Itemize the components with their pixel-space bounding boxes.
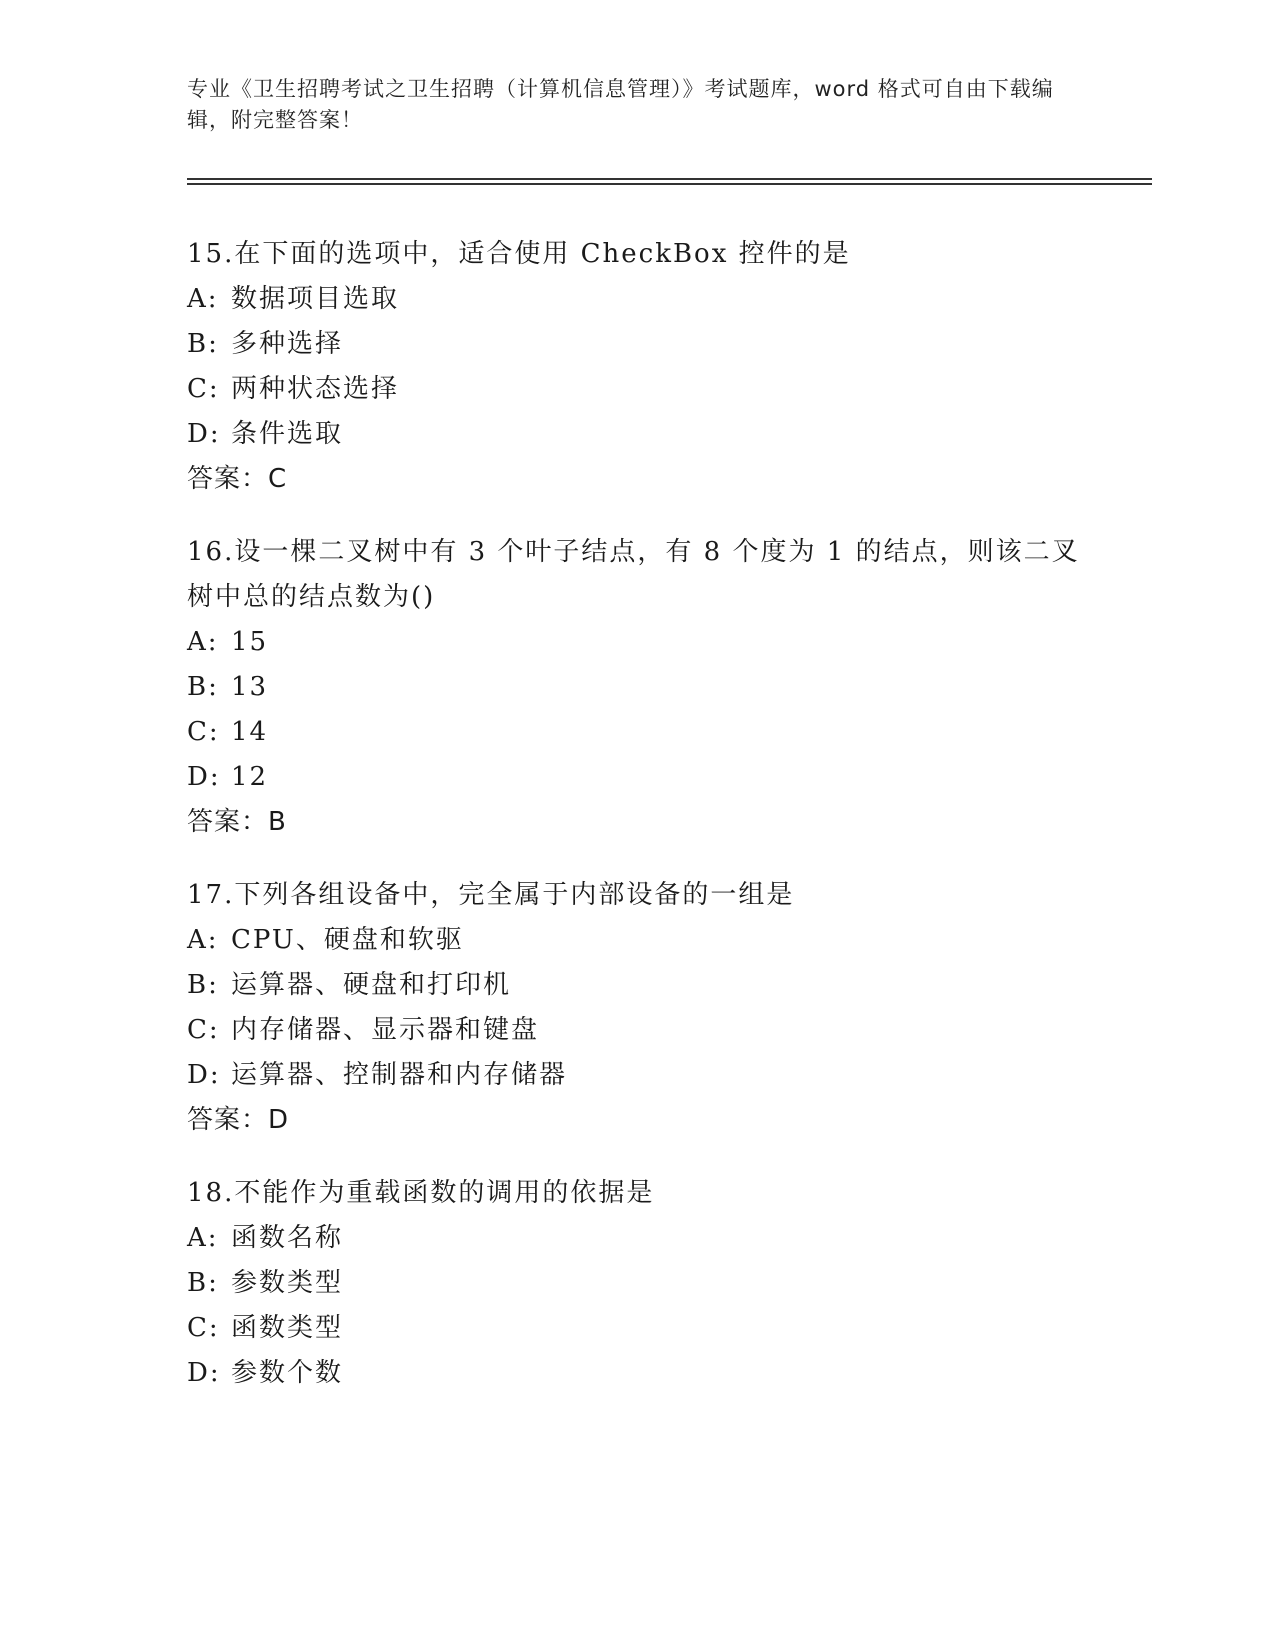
question-list	[187, 232, 1087, 1424]
option-letter: A:	[187, 627, 219, 657]
option-text: 多种选择	[231, 329, 344, 359]
option-text: 函数类型	[231, 1313, 344, 1343]
question-stem: 18.不能作为重载函数的调用的依据是	[187, 1178, 655, 1208]
option-text: 条件选取	[231, 419, 344, 449]
answer-line: 答案：B	[187, 807, 287, 837]
question-stem: 17.下列各组设备中，完全属于内部设备的一组是	[187, 880, 795, 910]
option-letter: B:	[187, 970, 219, 1000]
option-text: 14	[231, 717, 269, 747]
option-letter: C:	[187, 1313, 220, 1343]
header-rule-bottom	[187, 183, 1152, 185]
option-d	[187, 1053, 1087, 1098]
option-d	[187, 1351, 1087, 1396]
header-rule-top	[187, 178, 1152, 180]
option-a	[187, 918, 1087, 963]
option-text: 参数类型	[231, 1268, 344, 1298]
option-b	[187, 1261, 1087, 1306]
option-text: 运算器、硬盘和打印机	[231, 970, 512, 1000]
option-a	[187, 1216, 1087, 1261]
option-letter: A:	[187, 284, 219, 314]
answer-line: 答案：C	[187, 464, 288, 494]
option-a	[187, 620, 1087, 665]
option-letter: B:	[187, 1268, 219, 1298]
question-17	[187, 873, 1087, 1143]
option-text: 参数个数	[231, 1358, 344, 1388]
option-text: 13	[231, 672, 269, 702]
option-b	[187, 322, 1087, 367]
option-c	[187, 710, 1087, 755]
option-letter: A:	[187, 1223, 219, 1253]
option-text: 运算器、控制器和内存储器	[231, 1060, 568, 1090]
question-16	[187, 530, 1087, 845]
option-c	[187, 1008, 1087, 1053]
option-text: CPU、硬盘和软驱	[231, 925, 464, 955]
option-text: 内存储器、显示器和键盘	[231, 1015, 540, 1045]
answer-line: 答案：D	[187, 1105, 290, 1135]
option-letter: A:	[187, 925, 219, 955]
question-15	[187, 232, 1087, 502]
option-b	[187, 963, 1087, 1008]
option-letter: D:	[187, 1358, 221, 1388]
option-c	[187, 1306, 1087, 1351]
option-d	[187, 755, 1087, 800]
option-text: 15	[231, 627, 269, 657]
option-letter: D:	[187, 419, 221, 449]
question-18	[187, 1171, 1087, 1396]
document-header: 专业《卫生招聘考试之卫生招聘（计算机信息管理）》考试题库，word 格式可自由下载编辑，附完整答案！	[187, 77, 1054, 132]
option-d	[187, 412, 1087, 457]
option-letter: D:	[187, 762, 221, 792]
option-letter: C:	[187, 717, 220, 747]
option-letter: D:	[187, 1060, 221, 1090]
option-c	[187, 367, 1087, 412]
question-stem: 16.设一棵二叉树中有 3 个叶子结点，有 8 个度为 1 的结点，则该二叉树中总的结点数为()	[187, 537, 1080, 612]
question-stem: 15.在下面的选项中，适合使用 CheckBox 控件的是	[187, 239, 851, 269]
option-text: 12	[231, 762, 269, 792]
option-text: 数据项目选取	[231, 284, 400, 314]
option-a	[187, 277, 1087, 322]
option-letter: C:	[187, 1015, 220, 1045]
option-letter: B:	[187, 672, 219, 702]
option-letter: B:	[187, 329, 219, 359]
option-b	[187, 665, 1087, 710]
option-text: 函数名称	[231, 1223, 344, 1253]
option-text: 两种状态选择	[231, 374, 400, 404]
option-letter: C:	[187, 374, 220, 404]
